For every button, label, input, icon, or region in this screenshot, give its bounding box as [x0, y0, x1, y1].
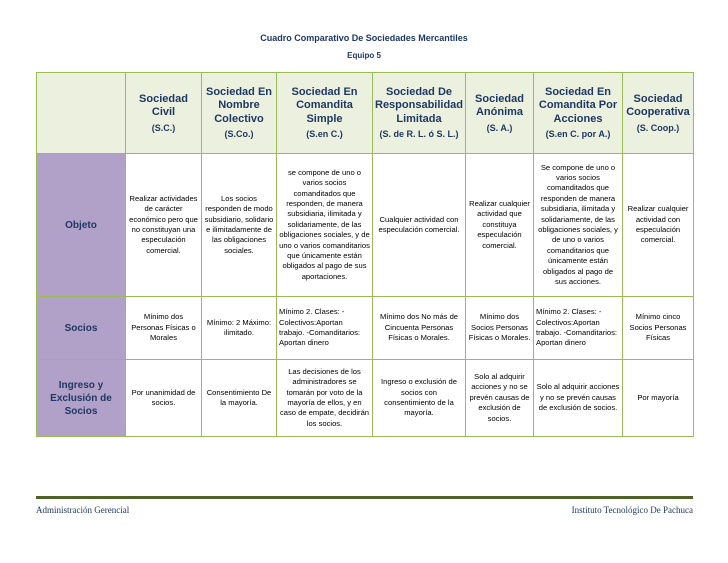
table-cell: Mínimo dos No más de Cincuenta Personas Físicas o Morales.: [373, 297, 466, 360]
document-title: Cuadro Comparativo De Sociedades Mercantiles: [260, 33, 468, 43]
table-cell: Mínimo 2. Clases: -Colectivos:Aportan trabajo. -Comanditarios: Aportan dinero: [534, 297, 623, 360]
table-cell: Mínimo dos Personas Físicas o Morales: [126, 297, 202, 360]
table-cell: Solo al adquirir acciones y no se prevén causas de exclusión de socios.: [534, 360, 623, 437]
table-row: [37, 154, 694, 297]
table-row: [37, 297, 694, 360]
table-cell: Se compone de uno o varios socios comanditados que responden de manera subsidiaria, ilimitada y solidariamente, de las obligaciones sociales, y de uno o varios comanditarios que únicamente están obligados al pago de sus acciones.: [534, 154, 623, 297]
footer-institution-name: Instituto Tecnológico De Pachuca: [571, 505, 693, 515]
row-label: Ingreso y Exclusión de Socios: [37, 360, 126, 437]
table-cell: Mínimo 2. Clases: -Colectivos:Aportan trabajo. -Comanditarios: Aportan dinero: [277, 297, 373, 360]
table-cell: Las decisiones de los administradores se tomarán por voto de la mayoría de ellos, y en caso de empate, decidirán los socios.: [277, 360, 373, 437]
header-row: [37, 73, 694, 154]
column-header: Sociedad Civil (S.C.): [126, 73, 202, 154]
column-header: Sociedad Anónima (S. A.): [466, 73, 534, 154]
table-cell: Realizar actividades de carácter económico pero que no constituyan una especulación comercial.: [126, 154, 202, 297]
document-subtitle: Equipo 5: [347, 51, 381, 60]
header-corner-cell: [37, 73, 126, 154]
footer-course-name: Administración Gerencial: [36, 505, 130, 515]
column-header: Sociedad En Comandita Por Acciones (S.en C. por A.): [534, 73, 623, 154]
table-cell: Los socios responden de modo subsidiario, solidario e ilimitadamente de las obligaciones sociales.: [202, 154, 277, 297]
table-cell: Mínimo: 2 Máximo: ilimitado.: [202, 297, 277, 360]
column-header: Sociedad De Responsabilidad Limitada (S. de R. L. ó S. L.): [373, 73, 466, 154]
column-header: Sociedad En Comandita Simple (S.en C.): [277, 73, 373, 154]
column-header: Sociedad Cooperativa (S. Coop.): [623, 73, 694, 154]
table-cell: Realizar cualquier actividad con especulación comercial.: [623, 154, 694, 297]
table-cell: Cualquier actividad con especulación comercial.: [373, 154, 466, 297]
table-cell: se compone de uno o varios socios comanditados que responden, de manera subsidiaria, ilimitada y solidariamente, de las obligaciones sociales, y de uno o varios comanditarios que únicamente están obligados al pago de sus aportaciones.: [277, 154, 373, 297]
column-header: Sociedad En Nombre Colectivo (S.Co.): [202, 73, 277, 154]
table-cell: Mínimo dos Socios Personas Físicas o Morales.: [466, 297, 534, 360]
table-cell: Consentimiento De la mayoría.: [202, 360, 277, 437]
table-cell: Por unanimidad de socios.: [126, 360, 202, 437]
table-cell: Por mayoría: [623, 360, 694, 437]
table-cell: Realizar cualquier actividad que constituya especulación comercial.: [466, 154, 534, 297]
footer-rule: [36, 496, 693, 499]
table-cell: Solo al adquirir acciones y no se prevén causas de exclusión de socios.: [466, 360, 534, 437]
table-row: [37, 360, 694, 437]
row-label: Objeto: [37, 154, 126, 297]
table-cell: Mínimo cinco Socios Personas Físicas: [623, 297, 694, 360]
comparison-table: [36, 72, 694, 437]
row-label: Socios: [37, 297, 126, 360]
table-cell: Ingreso o exclusión de socios con consentimiento de la mayoría.: [373, 360, 466, 437]
